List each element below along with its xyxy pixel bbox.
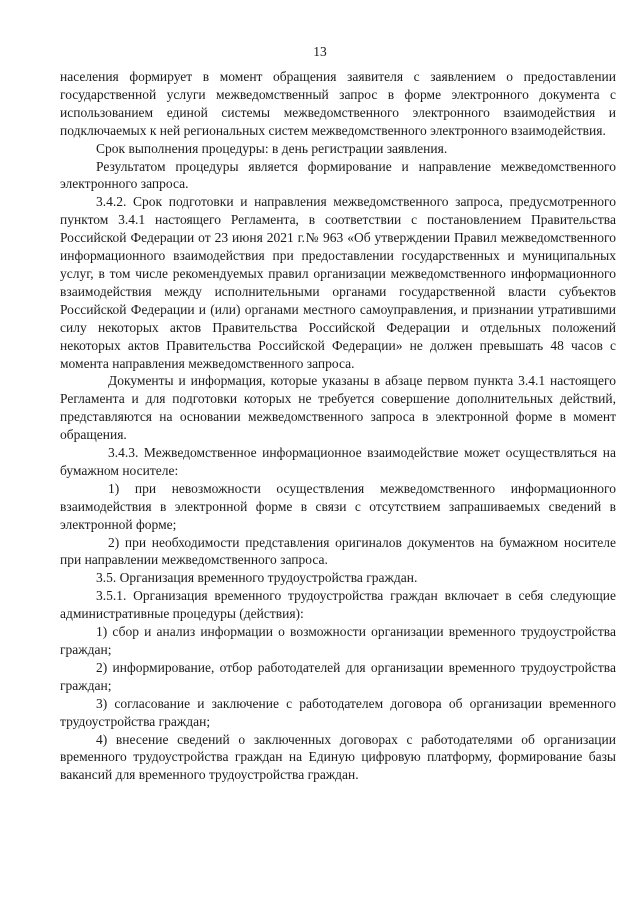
paragraph-documents-info: Документы и информация, которые указаны в абзаце первом пункта 3.4.1 настоящего Регламента и для подготовки которых не требуется совершение дополнительных действий, представляются на основании межведомственного запроса в электронной форме в момент обращения. [60, 373, 616, 443]
paragraph-3-4-3: 3.4.3. Межведомственное информационное взаимодействие может осуществляться на бумажном носителе: [60, 445, 616, 478]
list-item-paper-2: 2) при необходимости представления оригиналов документов на бумажном носителе при направлении межведомственного запроса. [60, 534, 616, 568]
list-item-paper-1: 1) при невозможности осуществления межведомственного информационного взаимодействия в электронной форме в связи с отсутствием запрашиваемых сведений в электронной форме; [60, 480, 616, 532]
section-heading-3-5: 3.5. Организация временного трудоустройства граждан. [96, 570, 418, 586]
paragraph-3-5-1: 3.5.1. Организация временного трудоустройства граждан включает в себя следующие административные процедуры (действия): [60, 588, 616, 622]
page-number: 13 [313, 44, 327, 59]
paragraph-procedure-deadline: Срок выполнения процедуры: в день регистрации заявления. [96, 140, 448, 156]
paragraph-procedure-result: Результатом процедуры является формирование и направление межведомственного электронного запроса. [60, 158, 616, 192]
list-item-procedure-1: 1) сбор и анализ информации о возможности организации временного трудоустройства граждан; [60, 624, 616, 657]
list-item-procedure-2: 2) информирование, отбор работодателей для организации временного трудоустройства граждан; [60, 659, 616, 693]
paragraph-3-4-2: 3.4.2. Срок подготовки и направления межведомственного запроса, предусмотренного пунктом 3.4.1 настоящего Регламента, в соответствии с постановлением Правительства Российской Федерации от 23 июня 2021 г.№ 963 «Об утверждении Правил межведомственного информационного взаимодействия при предоставлении государственных и муниципальных услуг, в том числе рекомендуемых правил организации межведомственного информационного взаимодействия между исполнительными органами государственной власти субъектов Российской Федерации и (или) органами местного самоуправления, и признании утратившими силу некоторых актов Правительства Российской Федерации и отдельных положений некоторых актов Правительства Российской Федерации» не должен превышать 48 часов с момента направления межведомственного запроса. [60, 194, 616, 371]
list-item-procedure-4: 4) внесение сведений о заключенных договорах с работодателями об организации временного трудоустройства граждан на Единую цифровую платформу, формирование базы вакансий для временного трудоустройства граждан. [60, 731, 616, 783]
document-body [60, 68, 616, 784]
paragraph-continuation: населения формирует в момент обращения заявителя с заявлением о предоставлении государственной услуги межведомственный запрос в форме электронного документа с использованием единой системы межведомственного электронного взаимодействия и подключаемых к ней региональных систем межведомственного электронного взаимодействия. [60, 69, 616, 138]
list-item-procedure-3: 3) согласование и заключение с работодателем договора об организации временного трудоустройства граждан; [60, 695, 616, 729]
